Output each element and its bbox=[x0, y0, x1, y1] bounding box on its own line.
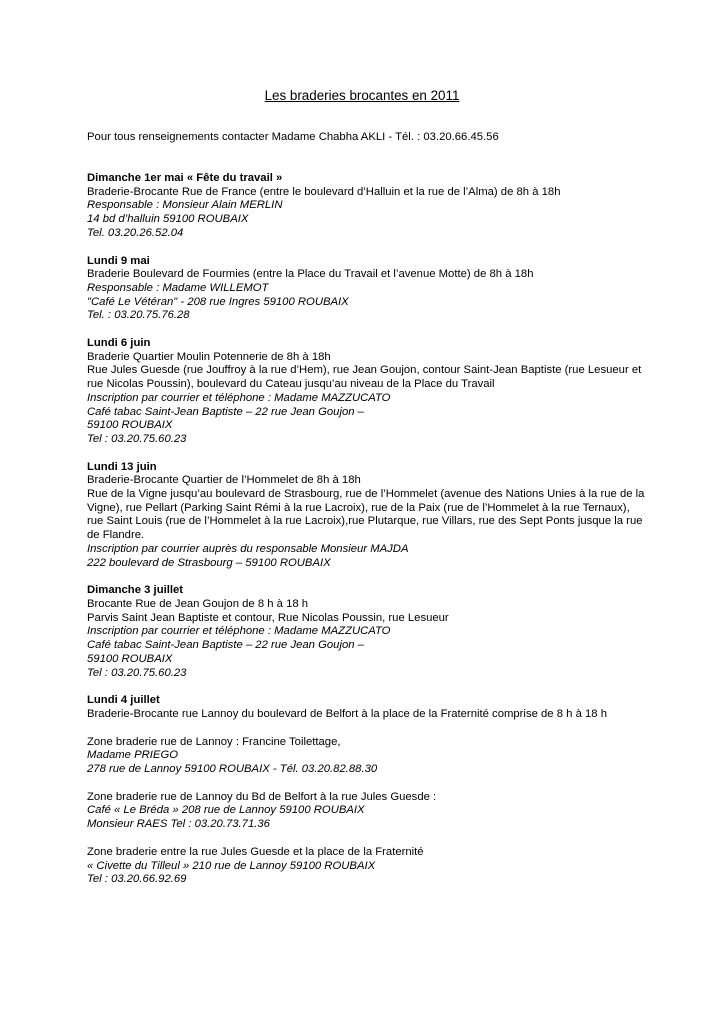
event-4-juillet bbox=[87, 694, 647, 887]
event-description: Braderie Boulevard de Fourmies (entre la Place du Travail et l’avenue Motte) de 8h à 18h bbox=[87, 268, 534, 281]
event-description: Braderie-Brocante rue Lannoy du boulevard de Belfort à la place de la Fraternité comprise de 8 h à 18 h bbox=[87, 707, 607, 720]
zone-3-label: Zone braderie entre la rue Jules Guesde et la place de la Fraternité bbox=[87, 845, 424, 858]
zone-3-phone: Tel : 03.20.66.92.69 bbox=[87, 873, 187, 886]
event-contact: Responsable : Monsieur Alain MERLIN bbox=[87, 199, 283, 212]
document-title: Les braderies brocantes en 2011 bbox=[264, 88, 460, 103]
event-description: Braderie Quartier Moulin Potennerie de 8h à 18h bbox=[87, 350, 331, 363]
event-address: 14 bd d’halluin 59100 ROUBAIX bbox=[87, 213, 249, 226]
event-heading: Lundi 4 juillet bbox=[87, 694, 160, 707]
event-heading: Lundi 9 mai bbox=[87, 254, 150, 267]
zone-3-address: « Civette du Tilleul » 210 rue de Lannoy 59100 ROUBAIX bbox=[87, 859, 376, 872]
event-13-juin bbox=[87, 461, 647, 571]
event-city: 59100 ROUBAIX bbox=[87, 652, 173, 665]
event-contact: Inscription par courrier et téléphone : Madame MAZZUCATO bbox=[87, 391, 391, 404]
event-heading: Lundi 13 juin bbox=[87, 460, 157, 473]
event-streets: Rue de la Vigne jusqu’au boulevard de Strasbourg, rue de l’Hommelet (avenue des Nations Unies à la rue de la Vigne), rue Pellart (Parking Saint Rémi à la rue Lacroix), rue de la Paix (rue de l’Hommelet à la rue Ternaux), rue Saint Louis (rue de l’Hommelet à la rue Lacroix),rue Plutarque, rue Villars, rue des Sept Ponts jusque la rue de Flandre. bbox=[87, 488, 645, 542]
spacer bbox=[87, 777, 647, 791]
event-contact: Inscription par courrier et téléphone : Madame MAZZUCATO bbox=[87, 625, 391, 638]
zone-1-address: 278 rue de Lannoy 59100 ROUBAIX - Tél. 03.20.82.88.30 bbox=[87, 763, 378, 776]
event-1er-mai bbox=[87, 172, 647, 241]
spacer bbox=[87, 722, 647, 736]
event-3-juillet bbox=[87, 584, 647, 680]
event-streets: Parvis Saint Jean Baptiste et contour, Rue Nicolas Poussin, rue Lesueur bbox=[87, 611, 449, 624]
zone-1-label: Zone braderie rue de Lannoy : Francine Toilettage, bbox=[87, 735, 341, 748]
event-streets: Rue Jules Guesde (rue Jouffroy à la rue d’Hem), rue Jean Goujon, contour Saint-Jean Baptiste (rue Lesueur et rue Nicolas Poussin), boulevard du Cateau jusqu’au niveau de la Place du Travail bbox=[87, 364, 642, 391]
event-contact: Responsable : Madame WILLEMOT bbox=[87, 281, 269, 294]
event-heading: Dimanche 1er mai « Fête du travail » bbox=[87, 172, 283, 184]
event-city: 59100 ROUBAIX bbox=[87, 419, 173, 432]
event-9-mai bbox=[87, 255, 647, 324]
event-description: Brocante Rue de Jean Goujon de 8 h à 18 h bbox=[87, 597, 309, 610]
event-list bbox=[87, 172, 647, 901]
event-address: Café tabac Saint-Jean Baptiste – 22 rue Jean Goujon – bbox=[87, 639, 364, 652]
event-description: Braderie-Brocante Rue de France (entre le boulevard d’Halluin et la rue de l’Alma) de 8h à 18h bbox=[87, 185, 561, 198]
event-address: "Café Le Vétéran" - 208 rue Ingres 59100 ROUBAIX bbox=[87, 295, 349, 308]
contact-line: Pour tous renseignements contacter Madame Chabha AKLI - Tél. : 03.20.66.45.56 bbox=[87, 131, 499, 143]
zone-2-address: Café « Le Bréda » 208 rue de Lannoy 59100 ROUBAIX bbox=[87, 804, 365, 817]
event-6-juin bbox=[87, 337, 647, 447]
zone-1-contact: Madame PRIEGO bbox=[87, 749, 179, 762]
zone-2-label: Zone braderie rue de Lannoy du Bd de Belfort à la rue Jules Guesde : bbox=[87, 790, 437, 803]
event-heading: Lundi 6 juin bbox=[87, 337, 151, 350]
event-address: 222 boulevard de Strasbourg – 59100 ROUBAIX bbox=[87, 556, 331, 569]
event-phone: Tel. : 03.20.75.76.28 bbox=[87, 309, 190, 322]
event-phone: Tel : 03.20.75.60.23 bbox=[87, 666, 187, 679]
event-phone: Tel : 03.20.75.60.23 bbox=[87, 432, 187, 445]
spacer bbox=[87, 832, 647, 846]
event-contact: Inscription par courrier auprès du responsable Monsieur MAJDA bbox=[87, 542, 409, 555]
event-description: Braderie-Brocante Quartier de l’Hommelet de 8h à 18h bbox=[87, 474, 361, 487]
zone-2-contact: Monsieur RAES Tel : 03.20.73.71.36 bbox=[87, 818, 270, 831]
event-phone: Tel. 03.20.26.52.04 bbox=[87, 226, 184, 239]
event-address: Café tabac Saint-Jean Baptiste – 22 rue Jean Goujon – bbox=[87, 405, 364, 418]
event-heading: Dimanche 3 juillet bbox=[87, 584, 184, 597]
